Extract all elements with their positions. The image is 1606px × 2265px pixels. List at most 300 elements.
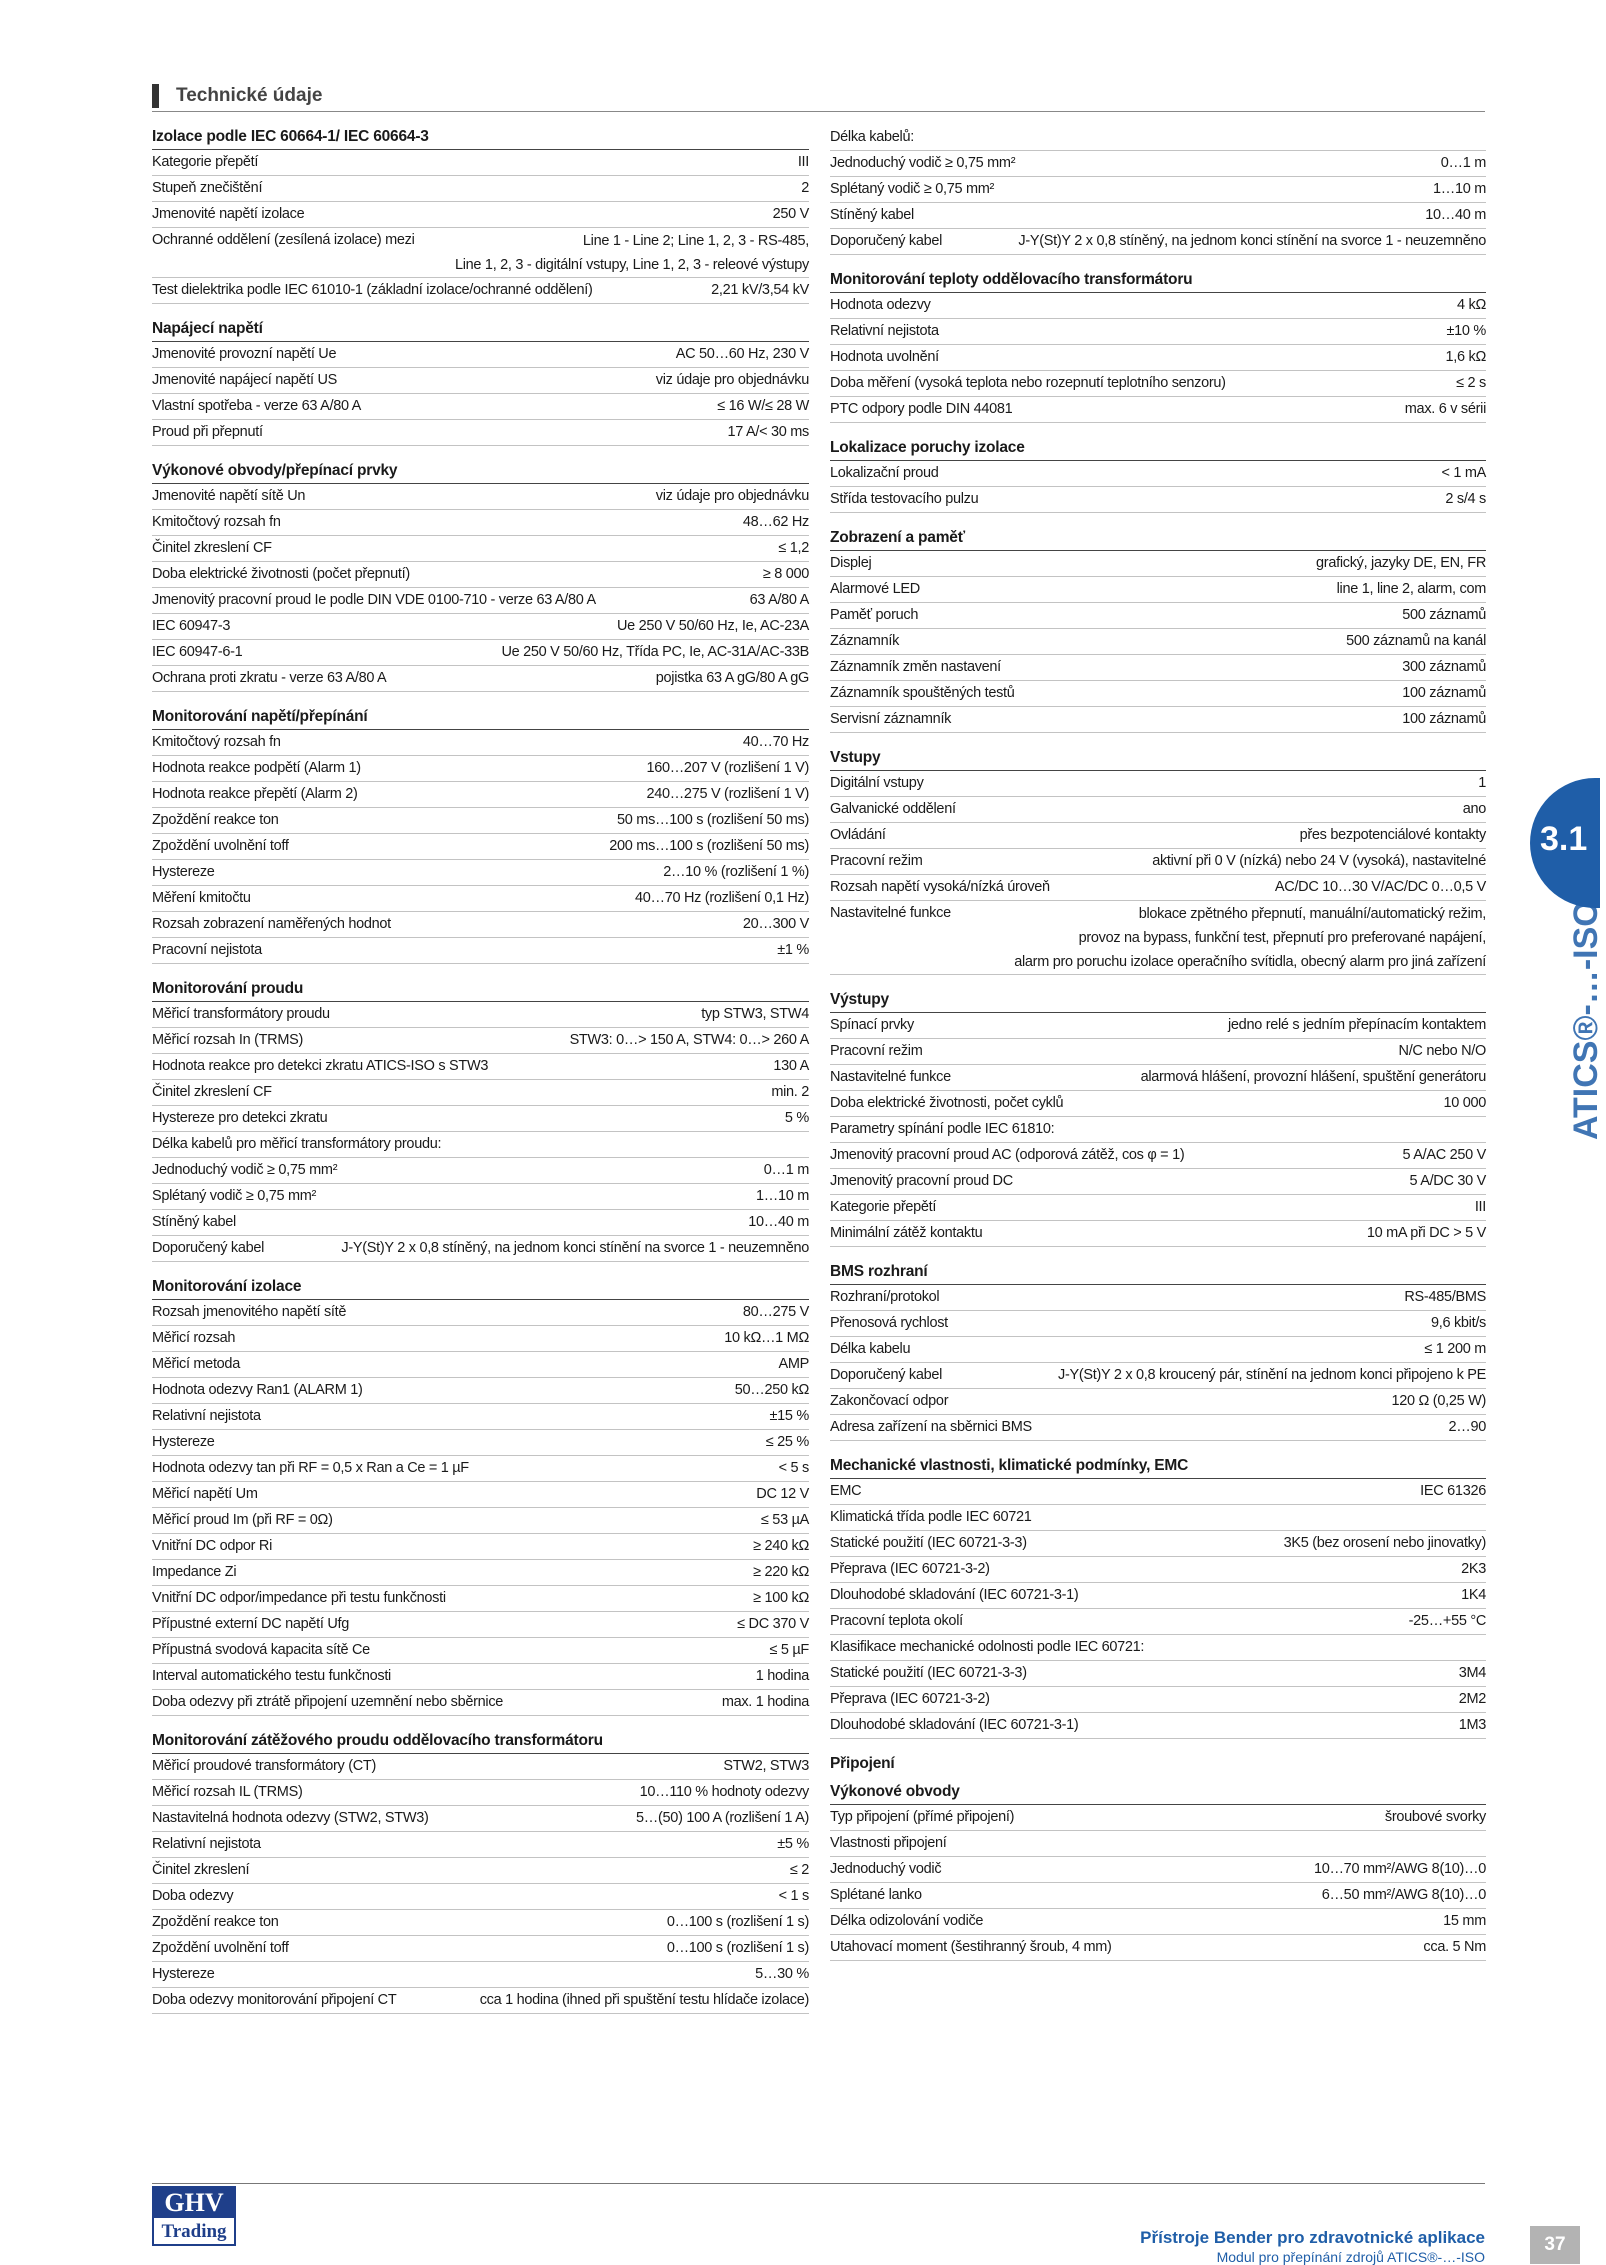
spec-row — [830, 823, 1486, 849]
section-title: Napájecí napětí — [152, 317, 809, 342]
spec-value: 120 Ω (0,25 W) — [1391, 1393, 1486, 1409]
spec-row — [830, 1415, 1486, 1441]
spec-value: 200 ms…100 s (rozlišení 50 ms) — [609, 838, 809, 854]
spec-row — [830, 1557, 1486, 1583]
spec-row — [152, 886, 809, 912]
spec-row — [152, 1430, 809, 1456]
spec-label: Stíněný kabel — [830, 207, 914, 223]
spec-label: Dlouhodobé skladování (IEC 60721-3-1) — [830, 1717, 1079, 1733]
spec-value: -25…+55 °C — [1408, 1613, 1486, 1629]
spec-value: 50…250 kΩ — [734, 1382, 809, 1398]
spec-value: 0…1 m — [1440, 155, 1486, 171]
spec-value: Line 1 - Line 2; Line 1, 2, 3 - RS-485, Line 1, 2, 3 - digitální vstupy, Line 1, 2, 3 - releové výstupy — [454, 233, 809, 273]
spec-label: Doba odezvy při ztrátě připojení uzemnění nebo sběrnice — [152, 1694, 504, 1710]
spec-label: Minimální zátěž kontaktu — [830, 1225, 983, 1241]
spec-value: 1M3 — [1458, 1717, 1486, 1733]
spec-row — [152, 510, 809, 536]
spec-label: Délka kabelu — [830, 1341, 911, 1357]
spec-row — [830, 629, 1486, 655]
spec-row — [830, 1713, 1486, 1739]
spec-row — [830, 1935, 1486, 1961]
spec-label: Doba odezvy — [152, 1888, 234, 1904]
spec-row — [152, 1936, 809, 1962]
section-title: Monitorování zátěžového proudu oddělovacího transformátoru — [152, 1729, 809, 1754]
spec-row — [830, 345, 1486, 371]
spec-value: 500 záznamů na kanál — [1346, 633, 1486, 649]
spec-row — [830, 1039, 1486, 1065]
page-title: Technické údaje — [176, 85, 323, 106]
spec-label: Hodnota reakce podpětí (Alarm 1) — [152, 760, 361, 776]
spec-value: 2M2 — [1458, 1691, 1486, 1707]
spec-value: 80…275 V — [742, 1304, 809, 1320]
spec-row — [830, 397, 1486, 423]
spec-row — [830, 229, 1486, 255]
spec-label: Vlastnosti připojení — [830, 1835, 947, 1851]
spec-value: 1…10 m — [1433, 181, 1486, 197]
spec-value: ±5 % — [777, 1836, 809, 1852]
spec-row — [152, 1236, 809, 1262]
section-title: Monitorování napětí/přepínání — [152, 705, 809, 730]
spec-section — [152, 125, 809, 304]
spec-label: Zpoždění reakce ton — [152, 1914, 279, 1930]
spec-value: ≤ 16 W/≤ 28 W — [717, 398, 809, 414]
spec-row — [152, 1404, 809, 1430]
spec-label: Stupeň znečištění — [152, 180, 263, 196]
spec-row — [830, 177, 1486, 203]
footer-subtitle: Modul pro přepínání zdrojů ATICS®-…-ISO — [1216, 2249, 1485, 2265]
spec-row — [830, 1143, 1486, 1169]
spec-label: IEC 60947-3 — [152, 618, 231, 634]
spec-row — [152, 278, 809, 304]
spec-row — [830, 487, 1486, 513]
spec-label: Pracovní nejistota — [152, 942, 262, 958]
spec-value: 3M4 — [1458, 1665, 1486, 1681]
right-column — [830, 125, 1486, 1974]
spec-label: Délka kabelů: — [830, 129, 914, 145]
spec-row — [152, 640, 809, 666]
spec-row — [152, 1054, 809, 1080]
spec-row — [830, 371, 1486, 397]
spec-label: Relativní nejistota — [152, 1836, 261, 1852]
spec-label: Pracovní režim — [830, 853, 923, 869]
spec-label: Rozsah jmenovitého napětí sítě — [152, 1304, 347, 1320]
spec-row — [830, 1363, 1486, 1389]
spec-value: J-Y(St)Y 2 x 0,8 stíněný, na jednom konci stínění na svorce 1 - neuzemněno — [1018, 233, 1486, 249]
spec-row — [830, 1805, 1486, 1831]
spec-value: STW3: 0…> 150 A, STW4: 0…> 260 A — [569, 1032, 809, 1048]
spec-value: grafický, jazyky DE, EN, FR — [1316, 555, 1486, 571]
spec-label: Jednoduchý vodič ≥ 0,75 mm² — [152, 1162, 338, 1178]
spec-value: ≥ 8 000 — [762, 566, 809, 582]
spec-value: 240…275 V (rozlišení 1 V) — [646, 786, 809, 802]
spec-label: Měřicí metoda — [152, 1356, 240, 1372]
spec-label: Hodnota uvolnění — [830, 349, 939, 365]
spec-value: ≤ 2 s — [1456, 375, 1486, 391]
spec-label: Záznamník spouštěných testů — [830, 685, 1015, 701]
spec-row — [152, 808, 809, 834]
spec-row — [152, 1508, 809, 1534]
spec-value: 2 s/4 s — [1445, 491, 1486, 507]
spec-label: Jmenovité provozní napětí Ue — [152, 346, 337, 362]
spec-label: Galvanické oddělení — [830, 801, 956, 817]
spec-value: 1 — [1478, 775, 1486, 791]
spec-value: ≤ 5 µF — [769, 1642, 809, 1658]
spec-row — [830, 551, 1486, 577]
spec-value: < 5 s — [778, 1460, 809, 1476]
spec-row — [152, 1962, 809, 1988]
spec-value: ≤ DC 370 V — [737, 1616, 809, 1632]
spec-value: blokace zpětného přepnutí, manuální/automatický režim, provoz na bypass, funkční test, přepnutí pro preferované napájení, alarm pro poruchu izolace operačního svítidla, obecný alarm pro jiná zařízení — [1014, 906, 1486, 970]
spec-value: 0…1 m — [763, 1162, 809, 1178]
spec-row — [152, 1378, 809, 1404]
spec-row — [152, 1184, 809, 1210]
spec-label: Přípustné externí DC napětí Ufg — [152, 1616, 350, 1632]
spec-label: Doba odezvy monitorování připojení CT — [152, 1992, 397, 2008]
spec-row — [152, 228, 809, 278]
spec-value: Ue 250 V 50/60 Hz, Ie, AC-23A — [617, 618, 809, 634]
spec-row — [830, 901, 1486, 975]
spec-label: Hodnota odezvy Ran1 (ALARM 1) — [152, 1382, 363, 1398]
section-title: Izolace podle IEC 60664-1/ IEC 60664-3 — [152, 125, 809, 150]
spec-label: Přípustná svodová kapacita sítě Ce — [152, 1642, 370, 1658]
spec-value: 2 — [801, 180, 809, 196]
spec-value: 2…90 — [1448, 1419, 1486, 1435]
spec-value: max. 6 v sérii — [1404, 401, 1486, 417]
spec-value: 10…70 mm²/AWG 8(10)…0 — [1313, 1861, 1486, 1877]
spec-row — [152, 782, 809, 808]
spec-value: 5 % — [784, 1110, 809, 1126]
spec-value: 9,6 kbit/s — [1430, 1315, 1486, 1331]
spec-section — [830, 1454, 1486, 1739]
spec-row — [152, 1690, 809, 1716]
spec-value: 10…40 m — [1425, 207, 1486, 223]
spec-row — [152, 1210, 809, 1236]
spec-label: Jmenovité napětí sítě Un — [152, 488, 306, 504]
spec-value: 50 ms…100 s (rozlišení 50 ms) — [617, 812, 809, 828]
spec-value: 5…(50) 100 A (rozlišení 1 A) — [636, 1810, 809, 1826]
spec-label: Impedance Zi — [152, 1564, 237, 1580]
spec-value: N/C nebo N/O — [1398, 1043, 1486, 1059]
chapter-tab — [1530, 778, 1600, 908]
spec-section — [830, 526, 1486, 733]
spec-row — [152, 1456, 809, 1482]
spec-value: 63 A/80 A — [749, 592, 809, 608]
logo-top: GHV — [154, 2188, 234, 2218]
spec-label: Relativní nejistota — [830, 323, 939, 339]
spec-label: Paměť poruch — [830, 607, 919, 623]
spec-row — [152, 150, 809, 176]
spec-row — [830, 1583, 1486, 1609]
spec-row — [152, 394, 809, 420]
spec-value: 500 záznamů — [1402, 607, 1486, 623]
spec-row — [830, 1505, 1486, 1531]
spec-row — [152, 1534, 809, 1560]
chapter-number: 3.1 — [1540, 820, 1588, 858]
spec-value: aktivní při 0 V (nízká) nebo 24 V (vysoká), nastavitelné — [1152, 853, 1486, 869]
spec-value: AC/DC 10…30 V/AC/DC 0…0,5 V — [1274, 879, 1486, 895]
spec-row — [830, 1013, 1486, 1039]
spec-value: < 1 mA — [1441, 465, 1486, 481]
spec-value: 10 mA při DC > 5 V — [1366, 1225, 1486, 1241]
spec-label: Relativní nejistota — [152, 1408, 261, 1424]
spec-value: 15 mm — [1443, 1913, 1486, 1929]
spec-value: Ue 250 V 50/60 Hz, Třída PC, Ie, AC-31A/AC-33B — [501, 644, 809, 660]
spec-value: 48…62 Hz — [742, 514, 809, 530]
spec-label: Jmenovitý pracovní proud Ie podle DIN VDE 0100-710 - verze 63 A/80 A — [152, 592, 596, 608]
section-title: Výkonové obvody — [830, 1780, 1486, 1805]
spec-row — [830, 1169, 1486, 1195]
spec-label: Digitální vstupy — [830, 775, 924, 791]
spec-label: Test dielektrika podle IEC 61010-1 (základní izolace/ochranné oddělení) — [152, 282, 593, 298]
spec-label: Rozsah zobrazení naměřených hodnot — [152, 916, 391, 932]
spec-label: Jmenovité napájecí napětí US — [152, 372, 338, 388]
spec-value: min. 2 — [771, 1084, 809, 1100]
spec-section — [830, 1752, 1486, 1776]
spec-label: Zakončovací odpor — [830, 1393, 949, 1409]
spec-value: jedno relé s jedním přepínacím kontaktem — [1228, 1017, 1486, 1033]
section-title: Připojení — [830, 1755, 895, 1772]
spec-row — [830, 1661, 1486, 1687]
spec-value: 17 A/< 30 ms — [727, 424, 809, 440]
spec-value: ≤ 53 µA — [760, 1512, 809, 1528]
spec-value: 2K3 — [1461, 1561, 1486, 1577]
spec-value: alarmová hlášení, provozní hlášení, spuštění generátoru — [1140, 1069, 1486, 1085]
spec-label: Pracovní režim — [830, 1043, 923, 1059]
spec-label: Nastavitelná hodnota odezvy (STW2, STW3) — [152, 1810, 429, 1826]
spec-section — [152, 1729, 809, 2014]
spec-value: 2,21 kV/3,54 kV — [711, 282, 809, 298]
spec-row — [830, 319, 1486, 345]
spec-label: Měřicí rozsah IL (TRMS) — [152, 1784, 303, 1800]
spec-row — [152, 938, 809, 964]
spec-label: Vnitřní DC odpor Ri — [152, 1538, 273, 1554]
spec-label: Jednoduchý vodič — [830, 1861, 942, 1877]
spec-label: Jmenovité napětí izolace — [152, 206, 305, 222]
spec-row — [152, 1664, 809, 1690]
spec-row — [152, 1780, 809, 1806]
spec-value: 300 záznamů — [1402, 659, 1486, 675]
spec-value: ≤ 1 200 m — [1424, 1341, 1486, 1357]
section-title: Monitorování izolace — [152, 1275, 809, 1300]
spec-value: ±10 % — [1446, 323, 1486, 339]
spec-label: Střída testovacího pulzu — [830, 491, 979, 507]
ghv-trading-logo — [152, 2186, 236, 2246]
spec-value: RS-485/BMS — [1404, 1289, 1486, 1305]
spec-row — [152, 1754, 809, 1780]
spec-label: Kategorie přepětí — [830, 1199, 937, 1215]
spec-row — [152, 1910, 809, 1936]
spec-row — [830, 461, 1486, 487]
spec-row — [152, 368, 809, 394]
spec-label: Pracovní teplota okolí — [830, 1613, 963, 1629]
spec-label: Měřicí napětí Um — [152, 1486, 258, 1502]
spec-row — [152, 860, 809, 886]
spec-value: ≤ 2 — [789, 1862, 809, 1878]
spec-row — [830, 655, 1486, 681]
spec-row — [152, 1352, 809, 1378]
spec-value: 3K5 (bez orosení nebo jinovatky) — [1283, 1535, 1486, 1551]
spec-label: Jmenovitý pracovní proud AC (odporová zátěž, cos φ = 1) — [830, 1147, 1185, 1163]
spec-label: Měřicí rozsah In (TRMS) — [152, 1032, 304, 1048]
spec-label: EMC — [830, 1483, 862, 1499]
spec-row — [830, 1479, 1486, 1505]
spec-row — [830, 1117, 1486, 1143]
spec-label: Délka kabelů pro měřicí transformátory proudu: — [152, 1136, 442, 1152]
spec-label: Zpoždění uvolnění toff — [152, 838, 289, 854]
spec-row — [830, 293, 1486, 319]
spec-label: Rozhraní/protokol — [830, 1289, 940, 1305]
spec-row — [152, 588, 809, 614]
spec-value: ≤ 1,2 — [778, 540, 809, 556]
spec-label: Typ připojení (přímé připojení) — [830, 1809, 1015, 1825]
spec-label: Činitel zkreslení — [152, 1862, 250, 1878]
spec-value: 10 000 — [1443, 1095, 1486, 1111]
header-bar — [152, 84, 159, 108]
spec-row — [152, 1158, 809, 1184]
spec-row — [152, 666, 809, 692]
section-title: Výkonové obvody/přepínací prvky — [152, 459, 809, 484]
spec-row — [152, 1482, 809, 1508]
spec-row — [830, 1195, 1486, 1221]
spec-label: Proud při přepnutí — [152, 424, 263, 440]
spec-label: Měřicí proudové transformátory (CT) — [152, 1758, 376, 1774]
spec-value: 4 kΩ — [1457, 297, 1486, 313]
section-title: Monitorování teploty oddělovacího transformátoru — [830, 268, 1486, 293]
spec-label: Splétaný vodič ≥ 0,75 mm² — [830, 181, 995, 197]
spec-row — [152, 420, 809, 446]
spec-label: Hodnota reakce pro detekci zkratu ATICS-ISO s STW3 — [152, 1058, 489, 1074]
spec-row — [152, 730, 809, 756]
spec-row — [152, 912, 809, 938]
spec-label: Adresa zařízení na sběrnici BMS — [830, 1419, 1032, 1435]
spec-row — [830, 1091, 1486, 1117]
spec-row — [830, 681, 1486, 707]
spec-label: Měřicí transformátory proudu — [152, 1006, 330, 1022]
spec-row — [152, 562, 809, 588]
spec-value: pojistka 63 A gG/80 A gG — [655, 670, 809, 686]
spec-row — [830, 797, 1486, 823]
spec-value: 1K4 — [1461, 1587, 1486, 1603]
spec-section — [152, 459, 809, 692]
spec-label: Alarmové LED — [830, 581, 920, 597]
spec-value: šroubové svorky — [1384, 1809, 1486, 1825]
spec-label: Zpoždění uvolnění toff — [152, 1940, 289, 1956]
spec-row — [152, 1884, 809, 1910]
footer-rule — [152, 2183, 1485, 2184]
section-title: Mechanické vlastnosti, klimatické podmínky, EMC — [830, 1454, 1486, 1479]
spec-value: přes bezpotenciálové kontakty — [1299, 827, 1486, 843]
spec-label: Splétaný vodič ≥ 0,75 mm² — [152, 1188, 317, 1204]
spec-value: J-Y(St)Y 2 x 0,8 stíněný, na jednom konci stínění na svorce 1 - neuzemněno — [341, 1240, 809, 1256]
section-title: Zobrazení a paměť — [830, 526, 1486, 551]
spec-row — [830, 1389, 1486, 1415]
spec-value: viz údaje pro objednávku — [655, 372, 809, 388]
spec-row — [830, 771, 1486, 797]
page-header — [152, 82, 1485, 112]
spec-label: Stíněný kabel — [152, 1214, 236, 1230]
spec-row — [152, 1858, 809, 1884]
spec-label: Vnitřní DC odpor/impedance při testu funkčnosti — [152, 1590, 446, 1606]
spec-value: ±15 % — [769, 1408, 809, 1424]
spec-row — [830, 1687, 1486, 1713]
section-title: BMS rozhraní — [830, 1260, 1486, 1285]
spec-label: Doba měření (vysoká teplota nebo rozepnutí teplotního senzoru) — [830, 375, 1226, 391]
spec-row — [152, 1638, 809, 1664]
spec-row — [152, 1300, 809, 1326]
spec-row — [830, 1065, 1486, 1091]
spec-label: Klimatická třída podle IEC 60721 — [830, 1509, 1032, 1525]
spec-row — [830, 603, 1486, 629]
spec-value: line 1, line 2, alarm, com — [1336, 581, 1486, 597]
spec-value: 130 A — [773, 1058, 809, 1074]
spec-value: 250 V — [772, 206, 809, 222]
spec-row — [152, 1106, 809, 1132]
logo-bottom: Trading — [161, 2221, 227, 2242]
spec-row — [152, 176, 809, 202]
header-rule — [152, 111, 1485, 112]
section-title: Monitorování proudu — [152, 977, 809, 1002]
spec-row — [152, 1326, 809, 1352]
spec-label: Záznamník — [830, 633, 900, 649]
spec-value: AMP — [778, 1356, 809, 1372]
spec-label: Hodnota reakce přepětí (Alarm 2) — [152, 786, 358, 802]
spec-row — [152, 614, 809, 640]
spec-label: Přenosová rychlost — [830, 1315, 948, 1331]
spec-section — [830, 125, 1486, 255]
spec-value: cca. 5 Nm — [1423, 1939, 1486, 1955]
spec-value: 100 záznamů — [1402, 685, 1486, 701]
spec-row — [152, 1988, 809, 2014]
spec-label: PTC odpory podle DIN 44081 — [830, 401, 1013, 417]
spec-label: Ochranné oddělení (zesílená izolace) mezi — [152, 232, 415, 248]
spec-value: 1 hodina — [755, 1668, 809, 1684]
spec-row — [830, 203, 1486, 229]
spec-label: Hystereze — [152, 864, 215, 880]
spec-label: Ovládání — [830, 827, 886, 843]
spec-row — [152, 1560, 809, 1586]
spec-row — [830, 1311, 1486, 1337]
section-title: Vstupy — [830, 746, 1486, 771]
spec-value: ano — [1462, 801, 1486, 817]
spec-row — [830, 1883, 1486, 1909]
spec-value: 1…10 m — [756, 1188, 809, 1204]
spec-label: Doporučený kabel — [152, 1240, 265, 1256]
spec-value: III — [797, 154, 809, 170]
spec-row — [830, 1221, 1486, 1247]
spec-label: Lokalizační proud — [830, 465, 939, 481]
spec-label: Hodnota odezvy — [830, 297, 931, 313]
spec-value: J-Y(St)Y 2 x 0,8 kroucený pár, stínění na jednom konci připojeno k PE — [1058, 1367, 1486, 1383]
spec-section — [830, 988, 1486, 1247]
spec-value: 10…110 % hodnoty odezvy — [639, 1784, 809, 1800]
spec-label: Splétané lanko — [830, 1887, 922, 1903]
spec-label: Statické použití (IEC 60721-3-3) — [830, 1665, 1027, 1681]
spec-row — [152, 202, 809, 228]
spec-label: Doporučený kabel — [830, 1367, 943, 1383]
spec-row — [830, 1857, 1486, 1883]
spec-label: Měřicí rozsah — [152, 1330, 236, 1346]
section-title: Lokalizace poruchy izolace — [830, 436, 1486, 461]
spec-row — [152, 342, 809, 368]
spec-value: < 1 s — [778, 1888, 809, 1904]
spec-value: 6…50 mm²/AWG 8(10)…0 — [1321, 1887, 1486, 1903]
spec-label: Doba elektrické životnosti (počet přepnutí) — [152, 566, 410, 582]
left-column — [152, 125, 809, 2027]
spec-value: 40…70 Hz (rozlišení 0,1 Hz) — [634, 890, 809, 906]
spec-row — [830, 1531, 1486, 1557]
spec-label: Kmitočtový rozsah fn — [152, 734, 281, 750]
spec-label: Kategorie přepětí — [152, 154, 259, 170]
